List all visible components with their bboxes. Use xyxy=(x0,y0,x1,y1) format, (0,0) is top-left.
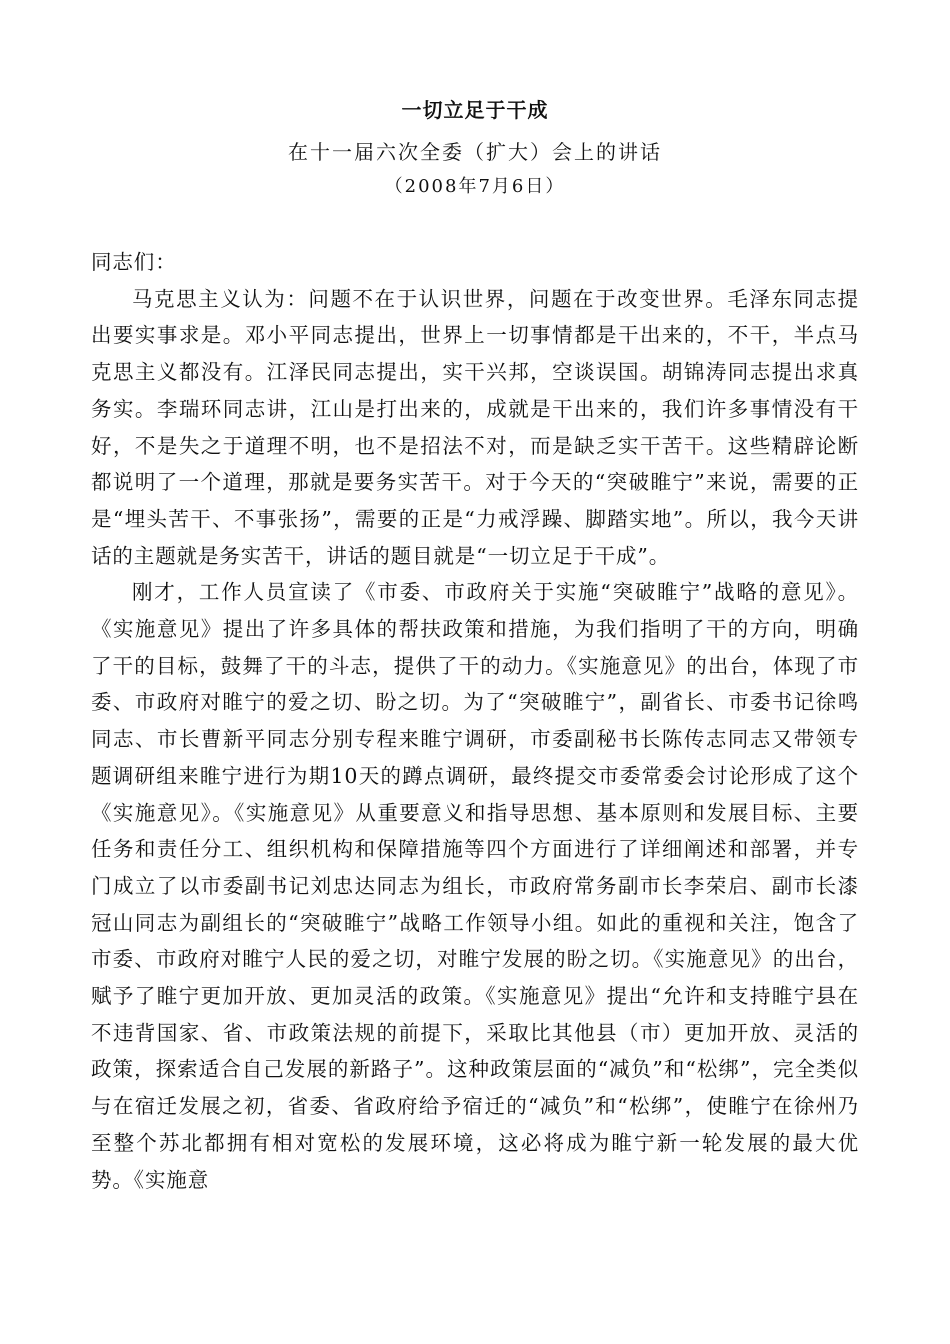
document-title: 一切立足于干成 xyxy=(401,98,549,122)
paragraph-2: 刚才，工作人员宣读了《市委、市政府关于实施“突破睢宁”战略的意见》。《实施意见》提出了许多具体的帮扶政策和措施，为我们指明了干的方向，明确了干的目标，鼓舞了干的斗志，提供了干的动力。《实施意见》的出台，体现了市委、市政府对睢宁的爱之切、盼之切。为了“突破睢宁”，副省长、市委书记徐鸣同志、市长曹新平同志分别专程来睢宁调研，市委副秘书长陈传志同志又带领专题调研组来睢宁进行为期10天的蹲点调研，最终提交市委常委会讨论形成了这个《实施意见》。《实施意见》从重要意义和指导思想、基本原则和发展目标、主要任务和责任分工、组织机构和保障措施等四个方面进行了详细阐述和部署，并专门成立了以市委副书记刘忠达同志为组长，市政府常务副市长李荣启、副市长漆冠山同志为副组长的“突破睢宁”战略工作领导小组。如此的重视和关注，饱含了市委、市政府对睢宁人民的爱之切，对睢宁发展的盼之切。《实施意见》的出台，赋予了睢宁更加开放、更加灵活的政策。《实施意见》提出“允许和支持睢宁县在不违背国家、省、市政策法规的前提下，采取比其他县（市）更加开放、灵活的政策，探索适合自己发展的新路子”。这种政策层面的“减负”和“松绑”，完全类似与在宿迁发展之初，省委、省政府给予宿迁的“减负”和“松绑”，使睢宁在徐州乃至整个苏北都拥有相对宽松的发展环境，这必将成为睢宁新一轮发展的最大优势。《实施意 xyxy=(91,580,859,1192)
paragraph-1: 马克思主义认为：问题不在于认识世界，问题在于改变世界。毛泽东同志提出要实事求是。邓小平同志提出，世界上一切事情都是干出来的，不干，半点马克思主义都没有。江泽民同志提出，实干兴邦，空谈误国。胡锦涛同志提出求真务实。李瑞环同志讲，江山是打出来的，成就是干出来的，我们许多事情没有干好，不是失之于道理不明，也不是招法不对，而是缺乏实干苦干。这些精辟论断都说明了一个道理，那就是要务实苦干。对于今天的“突破睢宁”来说，需要的正是“埋头苦干、不事张扬”，需要的正是“力戒浮躁、脚踏实地”。所以，我今天讲话的主题就是务实苦干，讲话的题目就是“一切立足于干成”。 xyxy=(91,286,859,568)
salutation: 同志们： xyxy=(91,250,177,274)
speech-date: （2008年7月6日） xyxy=(384,176,566,197)
document-subtitle: 在十一届六次全委（扩大）会上的讲话 xyxy=(288,140,662,164)
document-body xyxy=(91,244,859,1198)
